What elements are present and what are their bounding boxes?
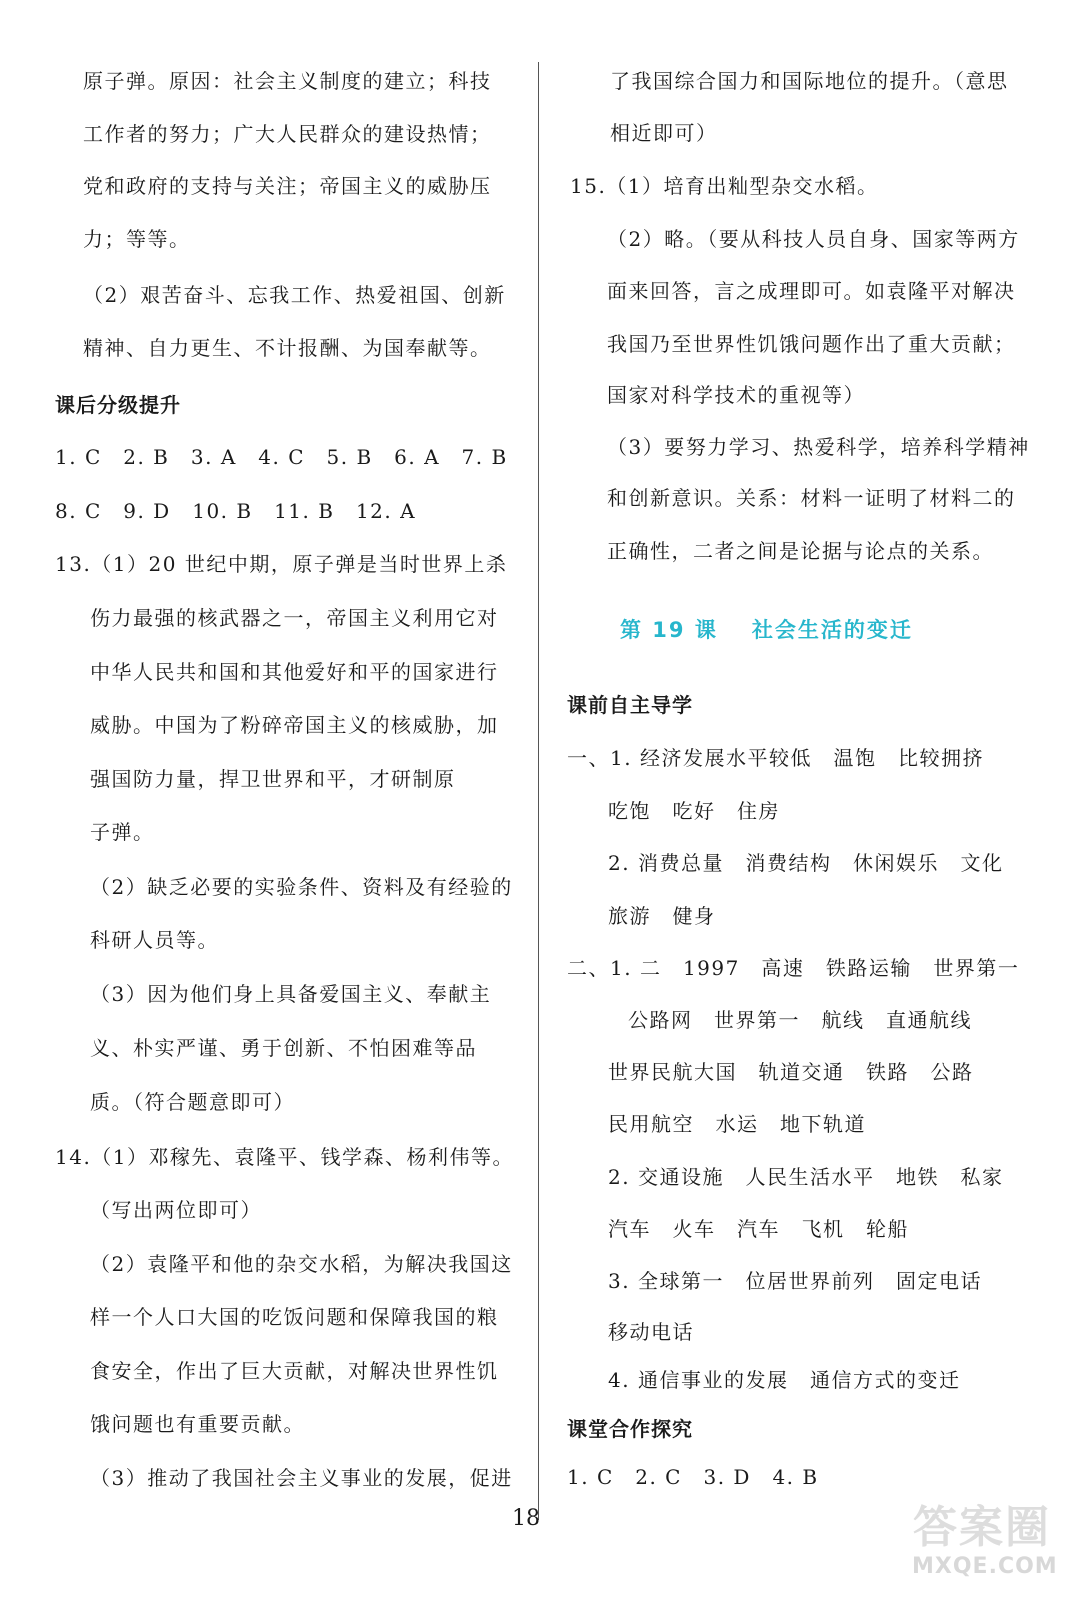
left-column-line: （写出两位即可） (90, 1198, 262, 1222)
left-column-line: 14.（1）邓稼先、袁隆平、钱学森、杨利伟等。 (55, 1145, 515, 1169)
right-column-line: 4. 通信事业的发展 通信方式的变迁 (608, 1368, 961, 1392)
lesson-name: 社会生活的变迁 (751, 618, 913, 642)
right-column-line: 世界民航大国 轨道交通 铁路 公路 (608, 1060, 974, 1084)
left-column-line: 科研人员等。 (90, 928, 219, 952)
left-column-line: （3）因为他们身上具备爱国主义、奉献主 (90, 982, 492, 1006)
left-column-line: （2）袁隆平和他的杂交水稻，为解决我国这 (90, 1252, 513, 1276)
left-column-line: 力；等等。 (83, 227, 191, 251)
section-heading: 课堂合作探究 (567, 1417, 693, 1441)
right-column-line: 了我国综合国力和国际地位的提升。（意思 (610, 69, 1009, 93)
left-column-line: 13.（1）20 世纪中期，原子弹是当时世界上杀 (55, 552, 508, 576)
left-column-line: 中华人民共和国和其他爱好和平的国家进行 (90, 660, 499, 684)
column-divider (538, 62, 539, 1520)
right-column-line: 15.（1）培育出籼型杂交水稻。 (570, 174, 879, 198)
right-column-line: 2. 交通设施 人民生活水平 地铁 私家 (608, 1165, 1004, 1189)
right-column-line: 二、1. 二 1997 高速 铁路运输 世界第一 (567, 956, 1020, 980)
section-heading: 课前自主导学 (567, 693, 693, 717)
right-column-line: 相近即可） (610, 121, 718, 145)
watermark-bottom: MXQE.COM (912, 1554, 1058, 1579)
right-column-line: 和创新意识。关系：材料一证明了材料二的 (607, 486, 1016, 510)
watermark-top: 答案圈 (913, 1502, 1051, 1553)
left-column-line: 伤力最强的核武器之一，帝国主义利用它对 (90, 606, 499, 630)
right-column-line: 3. 全球第一 位居世界前列 固定电话 (608, 1269, 982, 1293)
right-column-line: 国家对科学技术的重视等） (607, 383, 865, 407)
right-column-line: 1. C 2. C 3. D 4. B (567, 1465, 819, 1489)
lesson-title (620, 614, 947, 644)
page-number: 18 (512, 1506, 540, 1531)
section-heading: 课后分级提升 (55, 393, 181, 417)
right-column-line: 一、1. 经济发展水平较低 温饱 比较拥挤 (567, 746, 984, 770)
right-column-line: 移动电话 (608, 1320, 694, 1344)
right-column-line: 吃饱 吃好 住房 (608, 799, 780, 823)
lesson-number: 第 19 课 (620, 618, 718, 642)
right-column-line: 公路网 世界第一 航线 直通航线 (628, 1008, 972, 1032)
left-column-line: 党和政府的支持与关注；帝国主义的威胁压 (83, 174, 492, 198)
left-column-line: 8. C 9. D 10. B 11. B 12. A (55, 499, 417, 523)
left-column-line: 威胁。中国为了粉碎帝国主义的核威胁，加 (90, 713, 499, 737)
left-column-line: （2）艰苦奋斗、忘我工作、热爱祖国、创新 (83, 283, 506, 307)
right-column-line: （2）略。（要从科技人员自身、国家等两方 (607, 227, 1020, 251)
right-column-line: 正确性，二者之间是论据与论点的关系。 (607, 539, 994, 563)
right-column-line: 我国乃至世界性饥饿问题作出了重大贡献； (607, 332, 1016, 356)
right-column-line: 旅游 健身 (608, 904, 716, 928)
left-column-line: 饿问题也有重要贡献。 (90, 1412, 305, 1436)
left-column-line: 质。（符合题意即可） (90, 1090, 295, 1114)
left-column-line: 子弹。 (90, 820, 155, 844)
right-column-line: 汽车 火车 汽车 飞机 轮船 (608, 1217, 909, 1241)
left-column-line: 工作者的努力；广大人民群众的建设热情； (83, 122, 492, 146)
left-column-line: 原子弹。原因：社会主义制度的建立；科技 (83, 69, 492, 93)
left-column-line: 1. C 2. B 3. A 4. C 5. B 6. A 7. B (55, 445, 508, 469)
left-column-line: 义、朴实严谨、勇于创新、不怕困难等品 (90, 1036, 477, 1060)
left-column-line: 样一个人口大国的吃饭问题和保障我国的粮 (90, 1305, 499, 1329)
left-column-line: 食安全，作出了巨大贡献，对解决世界性饥 (90, 1359, 499, 1383)
right-column-line: 2. 消费总量 消费结构 休闲娱乐 文化 (608, 851, 1004, 875)
left-column-line: （2）缺乏必要的实验条件、资料及有经验的 (90, 875, 513, 899)
left-column-line: （3）推动了我国社会主义事业的发展，促进 (90, 1466, 513, 1490)
left-column-line: 精神、自力更生、不计报酬、为国奉献等。 (83, 336, 492, 360)
right-column-line: 民用航空 水运 地下轨道 (608, 1112, 866, 1136)
left-column-line: 强国防力量，捍卫世界和平，才研制原 (90, 767, 456, 791)
right-column-line: （3）要努力学习、热爱科学，培养科学精神 (607, 435, 1030, 459)
right-column-line: 面来回答，言之成理即可。如袁隆平对解决 (607, 279, 1016, 303)
watermark-logo (912, 1502, 1058, 1586)
